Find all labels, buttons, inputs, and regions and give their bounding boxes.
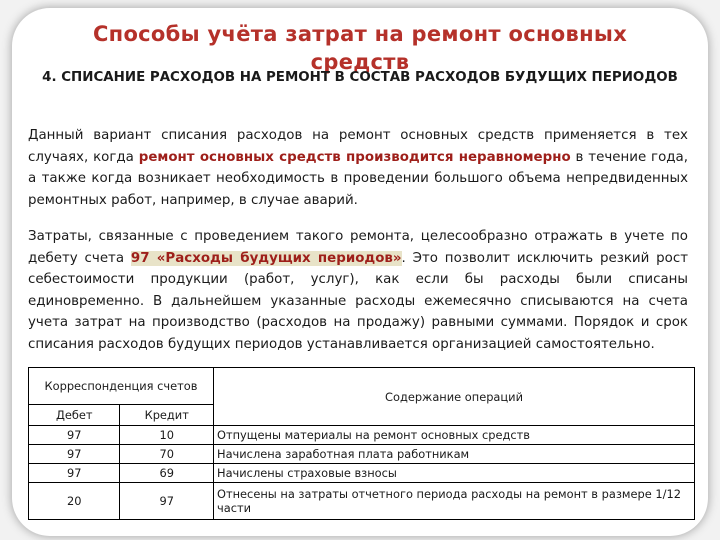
operation-cell: Начислена заработная плата работникам <box>214 445 695 464</box>
paragraph-2-highlight: 97 «Расходы будущих периодов» <box>130 250 402 266</box>
table-header-row <box>29 368 695 405</box>
header-correspondence: Корреспонденция счетов <box>29 368 214 405</box>
debit-cell: 97 <box>29 464 120 483</box>
operation-cell: Отнесены на затраты отчетного периода расходы на ремонт в размере 1/12 части <box>214 483 695 520</box>
credit-cell: 70 <box>120 445 214 464</box>
operations-table <box>28 367 695 520</box>
credit-cell: 69 <box>120 464 214 483</box>
table-row <box>29 483 695 520</box>
table-row <box>29 445 695 464</box>
header-content: Содержание операций <box>214 368 695 426</box>
credit-cell: 10 <box>120 426 214 445</box>
section-heading: 4. СПИСАНИЕ РАСХОДОВ НА РЕМОНТ В СОСТАВ РАСХОДОВ БУДУЩИХ ПЕРИОДОВ <box>42 70 678 85</box>
operation-cell: Начислены страховые взносы <box>214 464 695 483</box>
credit-cell: 97 <box>120 483 214 520</box>
paragraph-1 <box>28 125 688 211</box>
paragraph-2-text-b: . Это позволит исключить резкий рост себестоимости продукции (работ, услуг), как если бы расходы были списаны единовременно. В дальнейшем указанные расходы ежемесячно списываются на счета учета затрат на производство (расходов на продажу) равными суммами. Порядок и срок списания расходов будущих периодов устанавливается организацией самостоятельно. <box>28 250 689 352</box>
debit-cell: 97 <box>29 445 120 464</box>
header-debit: Дебет <box>29 405 120 426</box>
paragraph-1-text-b: в течение года, а также когда возникает необходимость в проведении большого объема непредвиденных ремонтных работ, например, в случае аварий. <box>28 149 689 208</box>
paragraph-2 <box>28 226 688 355</box>
debit-cell: 97 <box>29 426 120 445</box>
paragraph-1-highlight: ремонт основных средств производится неравномерно <box>138 149 571 165</box>
paragraph-1-text-a: Данный вариант списания расходов на ремонт основных средств применяется в тех случаях, когда <box>28 128 688 165</box>
operation-cell: Отпущены материалы на ремонт основных средств <box>214 426 695 445</box>
paragraph-2-text-a: Затраты, связанные с проведением такого ремонта, целесообразно отражать в учете по дебету счета <box>28 229 688 266</box>
table-row <box>29 426 695 445</box>
debit-cell: 20 <box>29 483 120 520</box>
slide-title: Способы учёта затрат на ремонт основных средств <box>92 22 628 74</box>
header-credit: Кредит <box>120 405 214 426</box>
table-row <box>29 464 695 483</box>
